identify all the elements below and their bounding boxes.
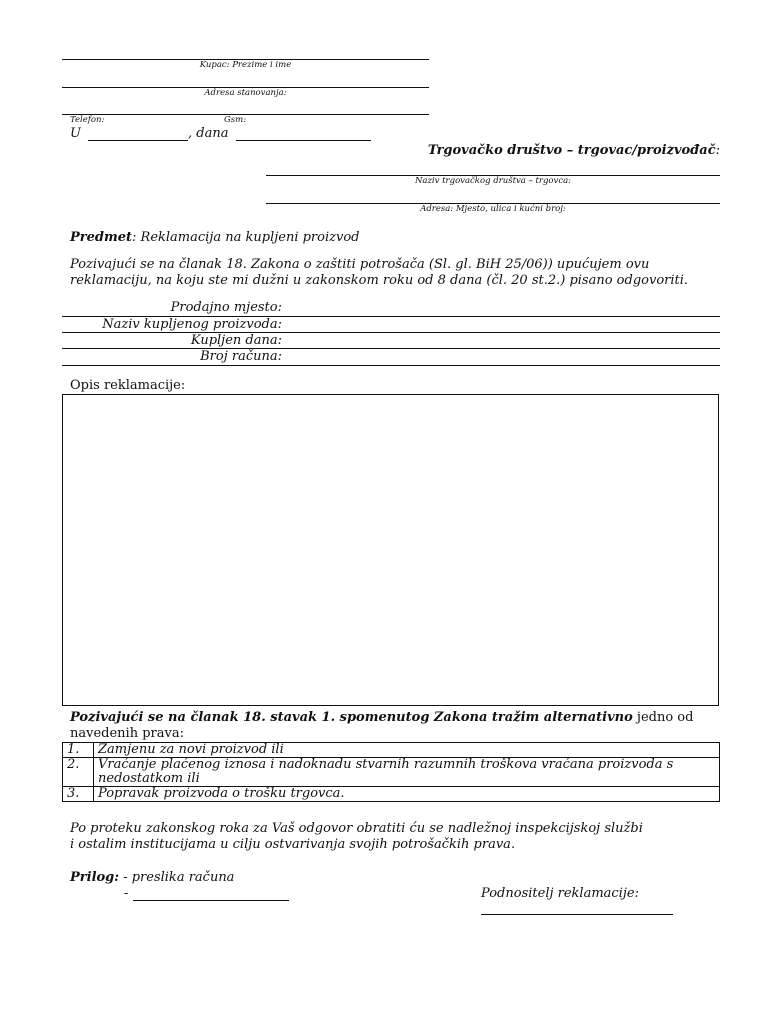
phone-label: Telefon: <box>70 115 105 125</box>
subject-text: : Reklamacija na kupljeni proizvod <box>132 230 360 245</box>
attachment-item-2-dash: - <box>124 886 129 901</box>
buyer-name-label: Kupac: Prezime i ime <box>199 60 292 70</box>
option-text: Vraćanje plaćenog iznosa i nadoknadu stvarnih razumnih troškova vraćana proizvoda s nedostatkom ili <box>94 758 720 787</box>
alternatives-lead-rest: jedno od <box>632 710 694 725</box>
place-u-label: U <box>70 126 81 141</box>
recipient-title: Trgovačko društvo – trgovac/proizvođač: <box>427 143 720 158</box>
invoice-number-field[interactable] <box>62 365 720 366</box>
option-text: Popravak proizvoda o trošku trgovca. <box>94 787 720 802</box>
company-name-label: Naziv trgovačkog društva – trgovca: <box>414 176 572 186</box>
place-field[interactable] <box>88 140 188 141</box>
buyer-address-label: Adresa stanovanja: <box>204 88 287 98</box>
gsm-label: Gsm: <box>224 115 247 125</box>
date-label: , dana <box>188 126 229 141</box>
attachment-item-1: - preslika računa <box>119 870 235 885</box>
date-field[interactable] <box>236 140 371 141</box>
option-row[interactable] <box>63 787 720 802</box>
alternatives-lead-bold: Pozivajući se na članak 18. stavak 1. spomenutog Zakona tražim alternativno <box>70 710 633 725</box>
option-row[interactable] <box>63 758 720 787</box>
attachment-label: Prilog: <box>70 870 120 885</box>
intro-line-1: Pozivajući se na članak 18. Zakona o zaštiti potrošača (Sl. gl. BiH 25/06)) upućujem ovu <box>70 257 650 272</box>
option-number: 2. <box>63 758 94 787</box>
alternatives-lead-line-2: navedenih prava: <box>70 726 184 741</box>
attachment-item-2-field[interactable] <box>133 900 289 901</box>
alternatives-lead <box>70 710 693 725</box>
company-address-label: Adresa: Mjesto, ulica i kućni broj: <box>420 204 566 214</box>
closing-line-2: i ostalim institucijama u cilju ostvarivanja svojih potrošačkih prava. <box>70 837 516 852</box>
description-label: Opis reklamacije: <box>70 378 186 393</box>
intro-line-2: reklamaciju, na koju ste mi dužni u zakonskom roku od 8 dana (čl. 20 st.2.) pisano odgovoriti. <box>70 273 689 288</box>
attachment-line <box>70 870 234 885</box>
signature-label: Podnositelj reklamacije: <box>481 886 639 901</box>
purchase-date-label: Kupljen dana: <box>190 333 282 348</box>
subject-line <box>70 230 359 245</box>
option-number: 3. <box>63 787 94 802</box>
description-textbox[interactable] <box>62 394 719 706</box>
option-text: Zamjenu za novi proizvod ili <box>94 743 720 758</box>
option-number: 1. <box>63 743 94 758</box>
product-name-label: Naziv kupljenog proizvoda: <box>102 317 282 332</box>
invoice-number-label: Broj računa: <box>200 349 282 364</box>
signature-field[interactable] <box>481 914 673 915</box>
option-row[interactable] <box>63 743 720 758</box>
point-of-sale-label: Prodajno mjesto: <box>170 300 282 315</box>
alternatives-table <box>62 742 720 802</box>
subject-label: Predmet <box>70 230 133 245</box>
closing-line-1: Po proteku zakonskog roka za Vaš odgovor obratiti ću se nadležnoj inspekcijskoj službi <box>70 821 643 836</box>
